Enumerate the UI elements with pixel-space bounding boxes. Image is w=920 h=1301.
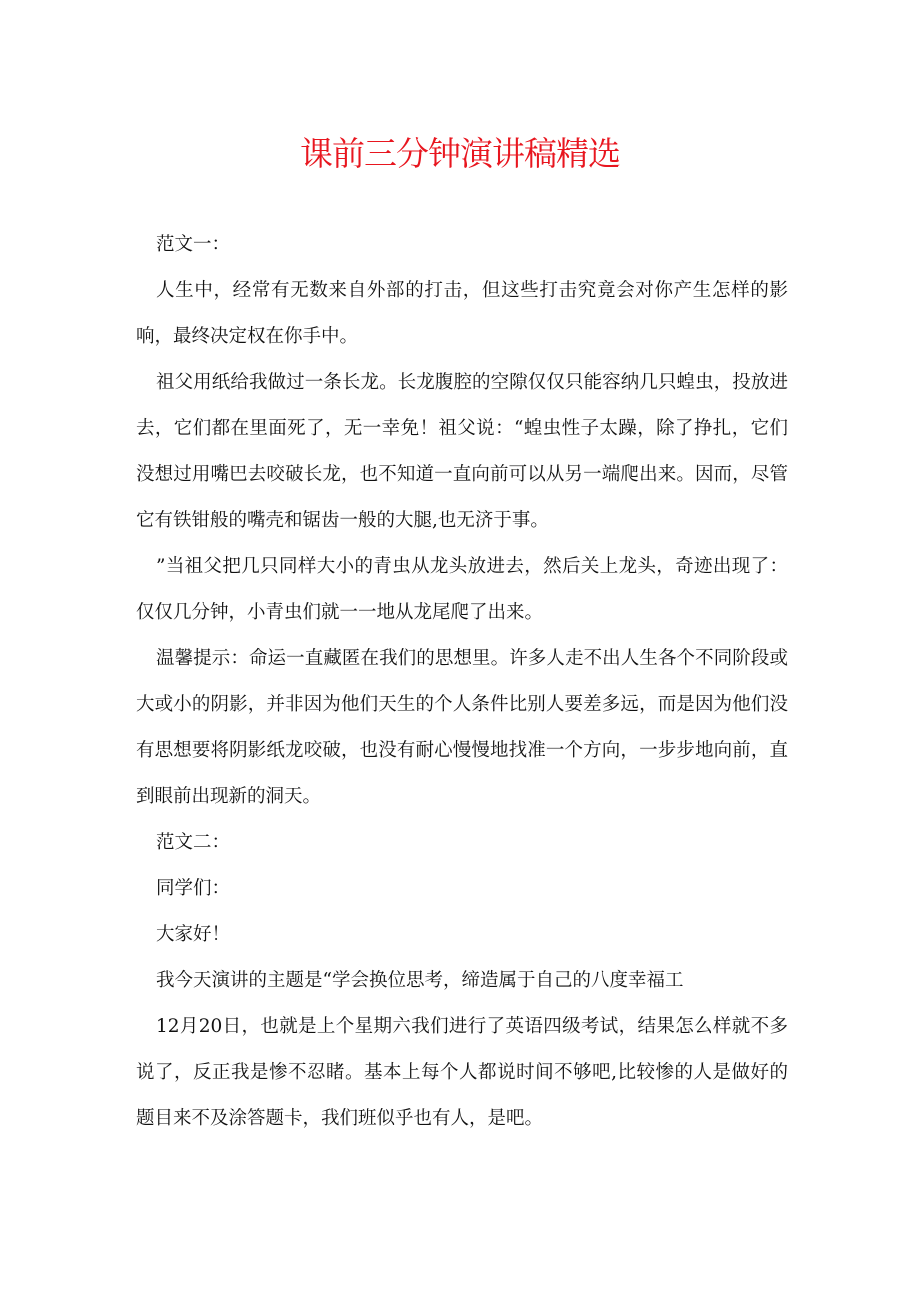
document-title: 课前三分钟演讲稿精选 [300, 134, 620, 173]
paragraph: ”当祖父把几只同样大小的青虫从龙头放进去，然后关上龙头，奇迹出现了：仅仅几分钟，小青虫们就一一地从龙尾爬了出来。 [136, 556, 788, 623]
paragraph-salutation: 同学们： [156, 878, 231, 899]
paragraph: 我今天演讲的主题是“学会换位思考，缔造属于自己的八度幸福工 [156, 970, 684, 991]
paragraph: 人生中，经常有无数来自外部的打击，但这些打击究竟会对你产生怎样的影响，最终决定权在你手中。 [136, 280, 788, 347]
document-body [136, 222, 788, 1142]
paragraph-heading-sample-2: 范文二： [156, 832, 231, 853]
paragraph-heading-sample-1: 范文一： [156, 234, 231, 255]
paragraph: 12月20日，也就是上个星期六我们进行了英语四级考试，结果怎么样就不多说了，反正我是惨不忍睹。基本上每个人都说时间不够吧,比较惨的人是做好的题目来不及涂答题卡，我们班似乎也有人，是吧。 [136, 1016, 788, 1129]
paragraph: 温馨提示：命运一直藏匿在我们的思想里。许多人走不出人生各个不同阶段或大或小的阴影，并非因为他们天生的个人条件比别人要差多远，而是因为他们没有思想要将阴影纸龙咬破，也没有耐心慢慢地找准一个方向，一步步地向前，直到眼前出现新的洞天。 [136, 648, 788, 807]
paragraph: 祖父用纸给我做过一条长龙。长龙腹腔的空隙仅仅只能容纳几只蝗虫，投放进去，它们都在里面死了，无一幸免！祖父说：“蝗虫性子太躁，除了挣扎，它们没想过用嘴巴去咬破长龙，也不知道一直向前可以从另一端爬出来。因而，尽管它有铁钳般的嘴壳和锯齿一般的大腿,也无济于事。 [136, 372, 788, 531]
paragraph-greeting: 大家好！ [156, 924, 231, 945]
